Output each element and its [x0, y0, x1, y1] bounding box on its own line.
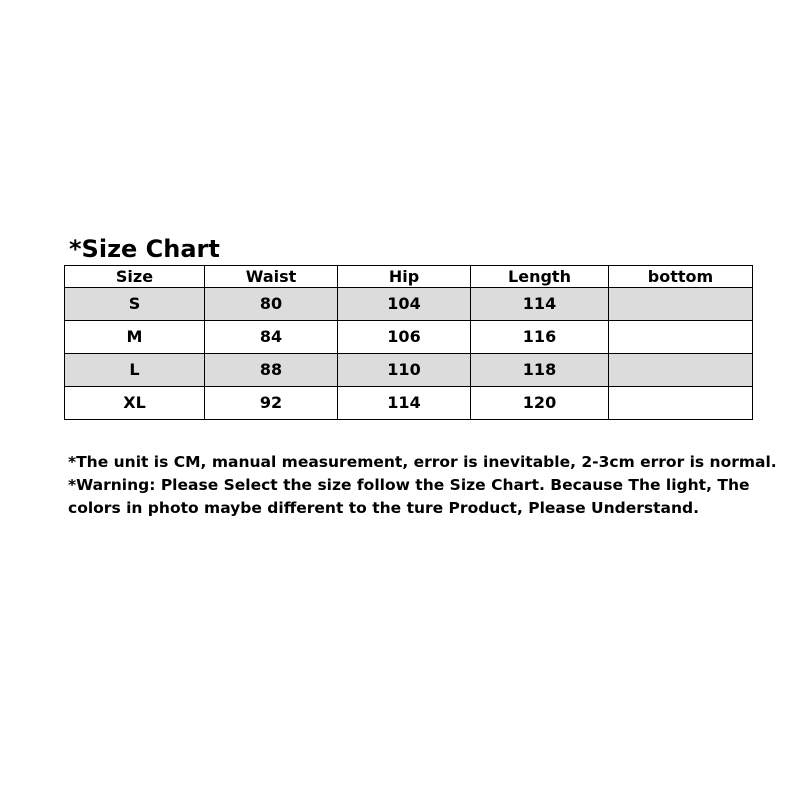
cell-bottom: [609, 354, 753, 387]
cell-waist: 88: [205, 354, 338, 387]
warning-note-continued: colors in photo maybe different to the ture Product, Please Understand.: [68, 499, 699, 517]
table-row: [65, 387, 753, 420]
warning-note: *Warning: Please Select the size follow the Size Chart. Because The light, The: [68, 476, 750, 494]
header-bottom: bottom: [609, 266, 753, 288]
size-notes: [68, 451, 777, 520]
table-row: [65, 288, 753, 321]
table-row: [65, 354, 753, 387]
cell-hip: 104: [338, 288, 471, 321]
cell-hip: 106: [338, 321, 471, 354]
cell-waist: 84: [205, 321, 338, 354]
cell-length: 116: [471, 321, 609, 354]
cell-bottom: [609, 387, 753, 420]
unit-note: *The unit is CM, manual measurement, error is inevitable, 2-3cm error is normal.: [68, 453, 777, 471]
header-hip: Hip: [338, 266, 471, 288]
size-chart-title: *Size Chart: [69, 235, 220, 263]
cell-length: 114: [471, 288, 609, 321]
cell-length: 120: [471, 387, 609, 420]
cell-size: M: [65, 321, 205, 354]
cell-hip: 114: [338, 387, 471, 420]
cell-size: L: [65, 354, 205, 387]
header-waist: Waist: [205, 266, 338, 288]
header-size: Size: [65, 266, 205, 288]
size-chart-table: [64, 265, 753, 420]
cell-size: XL: [65, 387, 205, 420]
table-header-row: [65, 266, 753, 288]
table-row: [65, 321, 753, 354]
header-length: Length: [471, 266, 609, 288]
cell-bottom: [609, 288, 753, 321]
cell-hip: 110: [338, 354, 471, 387]
cell-length: 118: [471, 354, 609, 387]
cell-bottom: [609, 321, 753, 354]
cell-size: S: [65, 288, 205, 321]
cell-waist: 80: [205, 288, 338, 321]
cell-waist: 92: [205, 387, 338, 420]
